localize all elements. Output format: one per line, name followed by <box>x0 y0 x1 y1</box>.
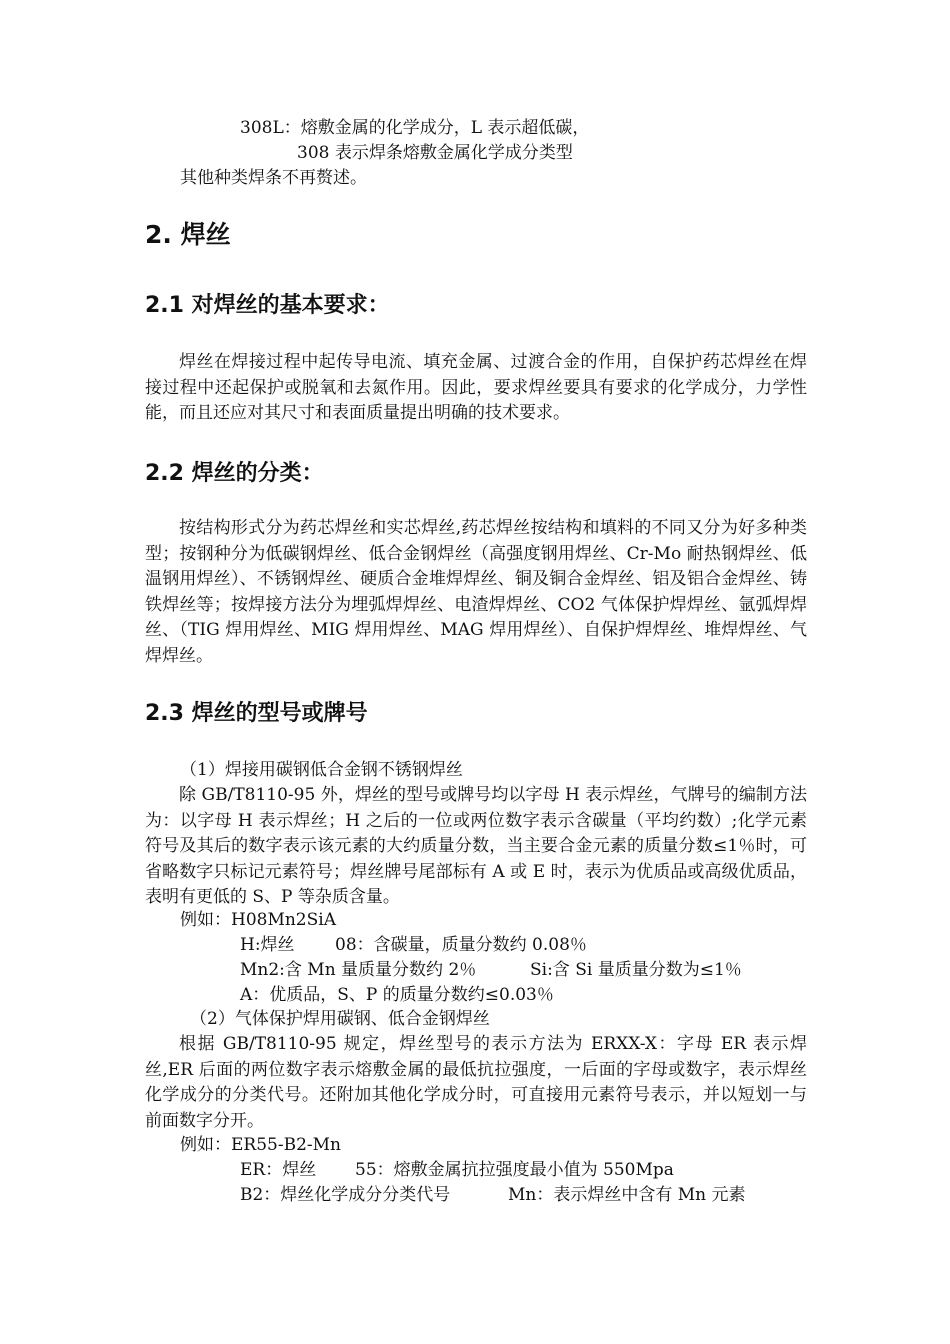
example-2-b2: B2：焊丝化学成分分类代号 <box>240 1185 451 1205</box>
example-2-55: 55：熔敷金属抗拉强度最小值为 550Mpa <box>355 1160 674 1180</box>
example-1-si: Si:含 Si 量质量分数为≤1％ <box>530 960 742 980</box>
item-1-title: （1）焊接用碳钢低合金钢不锈钢焊丝 <box>180 760 463 780</box>
item-2-paragraph: 根据 GB/T8110-95 规定，焊丝型号的表示方法为 ERXX-X：字母 ER 表示焊丝,ER 后面的两位数字表示熔敷金属的最低抗拉强度，一后面的字母或数字，表示焊丝化学成分的分类代号。还附加其他化学成分时，可直接用元素符号表示，并以短划一与前面数字分开。 <box>145 1034 807 1131</box>
item-1-paragraph: 除 GB/T8110-95 外，焊丝的型号或牌号均以字母 H 表示焊丝，气牌号的编制方法为：以字母 H 表示焊丝；H 之后的一位或两位数字表示含碳量（平均约数）;化学元素符号及其后的数字表示该元素的大约质量分数，当主要合金元素的质量分数≤1％时，可省略数字只标记元素符号；焊丝牌号尾部标有 A 或 E 时，表示为优质品或高级优质品，表明有更低的 S、P 等杂质含量。 <box>145 785 807 907</box>
intro-line-308l: 308L：熔敷金属的化学成分，L 表示超低碳， <box>240 118 590 138</box>
section-heading-welding-wire: 2. 焊丝 <box>145 220 231 249</box>
item-2-title: （2）气体保护焊用碳钢、低合金钢焊丝 <box>190 1009 490 1029</box>
intro-line-308: 308 表示焊条熔敷金属化学成分类型 <box>297 143 573 163</box>
example-2-mn: Mn：表示焊丝中含有 Mn 元素 <box>508 1185 746 1205</box>
example-1-h: H:焊丝 <box>240 935 295 955</box>
example-1-label: 例如：H08Mn2SiA <box>180 910 336 930</box>
paragraph-2-2: 按结构形式分为药芯焊丝和实芯焊丝,药芯焊丝按结构和填料的不同又分为好多种类型；按钢种分为低碳钢焊丝、低合金钢焊丝（高强度钢用焊丝、Cr-Mo 耐热钢焊丝、低温钢用焊丝）、不锈钢焊丝、硬质合金堆焊焊丝、铜及铜合金焊丝、铝及铝合金焊丝、铸铁焊丝等；按焊接方法分为埋弧焊焊丝、电渣焊焊丝、CO2 气体保护焊焊丝、氩弧焊焊丝、（TIG 焊用焊丝、MIG 焊用焊丝、MAG 焊用焊丝）、自保护焊焊丝、堆焊焊丝、气焊焊丝。 <box>145 518 807 666</box>
example-2-label: 例如：ER55-B2-Mn <box>180 1135 341 1155</box>
heading-2-1-basic-requirements: 2.1 对焊丝的基本要求： <box>145 293 390 318</box>
example-2-er: ER：焊丝 <box>240 1160 317 1180</box>
example-1-mn2: Mn2:含 Mn 量质量分数约 2％ <box>240 960 477 980</box>
intro-line-other: 其他种类焊条不再赘述。 <box>180 168 367 188</box>
heading-2-3-model-grade: 2.3 焊丝的型号或牌号 <box>145 701 368 726</box>
paragraph-2-1: 焊丝在焊接过程中起传导电流、填充金属、过渡合金的作用，自保护药芯焊丝在焊接过程中还起保护或脱氧和去氮作用。因此，要求焊丝要具有要求的化学成分，力学性能，而且还应对其尺寸和表面质量提出明确的技术要求。 <box>145 352 807 423</box>
example-1-08: 08：含碳量，质量分数约 0.08％ <box>335 935 587 955</box>
heading-2-2-classification: 2.2 焊丝的分类： <box>145 461 324 486</box>
example-1-a: A：优质品，S、P 的质量分数约≤0.03％ <box>240 985 554 1005</box>
